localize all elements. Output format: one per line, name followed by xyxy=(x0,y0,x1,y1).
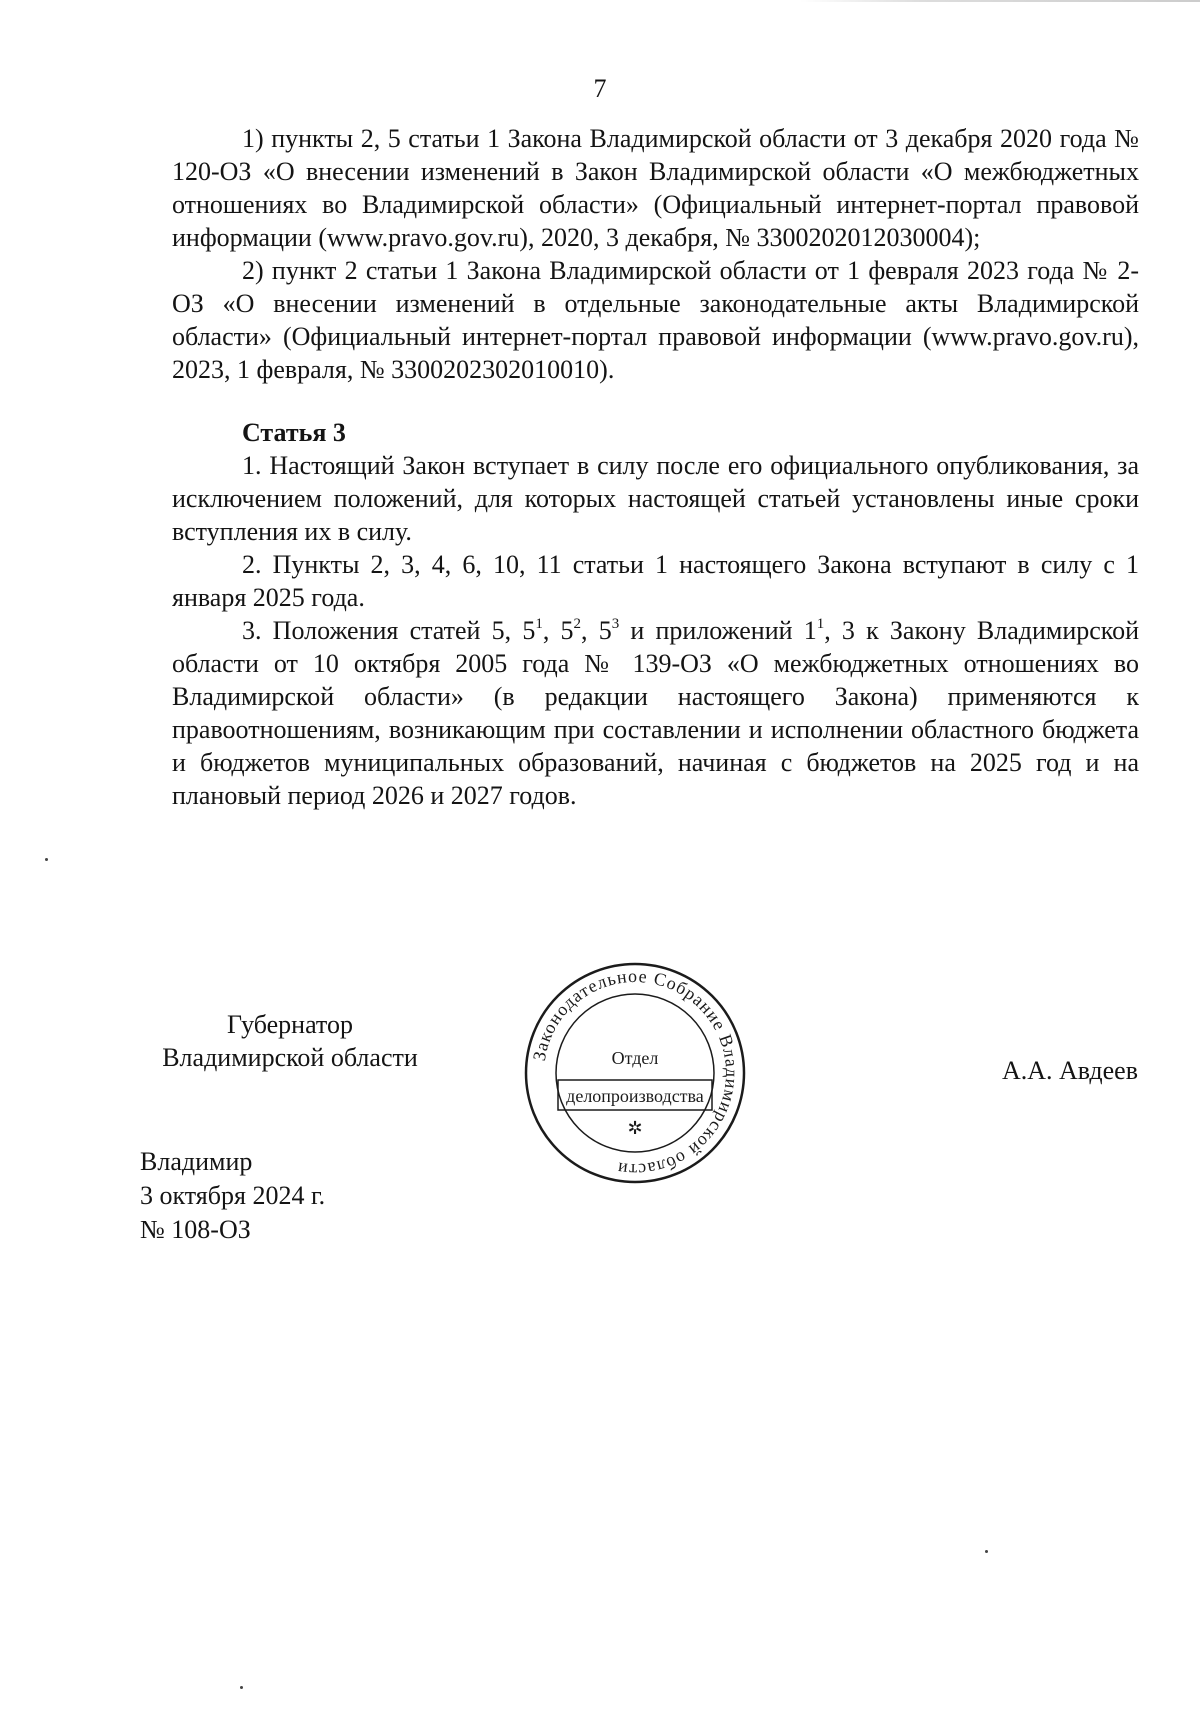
superscript: 2 xyxy=(573,616,582,632)
signer-title-line-1: Губернатор xyxy=(227,1010,353,1039)
place-date-block xyxy=(140,1145,325,1247)
stamp-ring-text: Законодательное Собрание Владимирской области xyxy=(528,965,743,1181)
item-3-text-part: , 5 xyxy=(542,616,574,645)
item-3-text-part: и приложений 1 xyxy=(619,616,817,645)
superscript: 3 xyxy=(611,616,620,632)
item-3-text-part: 3. Положения статей 5, 5 xyxy=(242,616,536,645)
article-3-item-2: 2. Пункты 2, 3, 4, 6, 10, 11 статьи 1 настоящего Закона вступают в силу с 1 января 2025 года. xyxy=(172,550,1139,612)
law-date: 3 октября 2024 г. xyxy=(140,1181,326,1210)
article-3-item-1: 1. Настоящий Закон вступает в силу после его официального опубликования, за исключением положений, для которых настоящей статьей установлены иные сроки вступления их в силу. xyxy=(172,451,1139,546)
city: Владимир xyxy=(140,1147,253,1176)
office-stamp xyxy=(522,960,748,1186)
item-3-text-part: , 3 к Закону Владимирской области от 10 октября 2005 года № 139-ОЗ «О межбюджетных отношениях во Владимирской области» (в редакции настоящего Закона) применяются к правоотношениям, возникающим при составлении и исполнении областного бюджета и бюджетов муниципальных образований, начиная с бюджетов на 2025 год и на плановый период 2026 и 2027 годов. xyxy=(172,616,1140,810)
item-3-text-part: , 5 xyxy=(581,616,612,645)
article-3-item-3 xyxy=(172,614,1139,812)
superscript: 1 xyxy=(535,616,543,632)
page-number: 7 xyxy=(593,74,607,103)
scan-edge-line xyxy=(800,0,1200,2)
stamp-inner-line-1: Отдел xyxy=(611,1048,659,1068)
repeal-item-2: 2) пункт 2 статьи 1 Закона Владимирской области от 1 февраля 2023 года № 2-ОЗ «О внесении изменений в отдельные законодательные акты Владимирской области» (Официальный интернет-портал правовой информации (www.pravo.gov.ru), 2023, 1 февраля, № 3300202302010010). xyxy=(172,256,1139,384)
star-icon: ✲ xyxy=(627,1118,643,1138)
scan-speck xyxy=(240,1686,243,1689)
repeal-item-1: 1) пункты 2, 5 статьи 1 Закона Владимирской области от 3 декабря 2020 года № 120-ОЗ «О внесении изменений в Закон Владимирской области «О межбюджетных отношениях во Владимирской области» (Официальный интернет-портал правовой информации (www.pravo.gov.ru), 2020, 3 декабря, № 3300202012030004); xyxy=(172,124,1139,252)
article-3-title: Статья 3 xyxy=(242,418,346,447)
stamp-inner-line-2: делопроизводства xyxy=(566,1086,704,1106)
signer-title-line-2: Владимирской области xyxy=(162,1043,418,1072)
scan-speck xyxy=(985,1550,988,1553)
superscript: 1 xyxy=(816,616,825,632)
scan-speck xyxy=(45,858,48,861)
law-number: № 108-ОЗ xyxy=(140,1215,251,1244)
document-body xyxy=(172,122,1139,812)
signer-title xyxy=(130,1008,450,1074)
signer-name: А.А. Авдеев xyxy=(1001,1056,1138,1085)
